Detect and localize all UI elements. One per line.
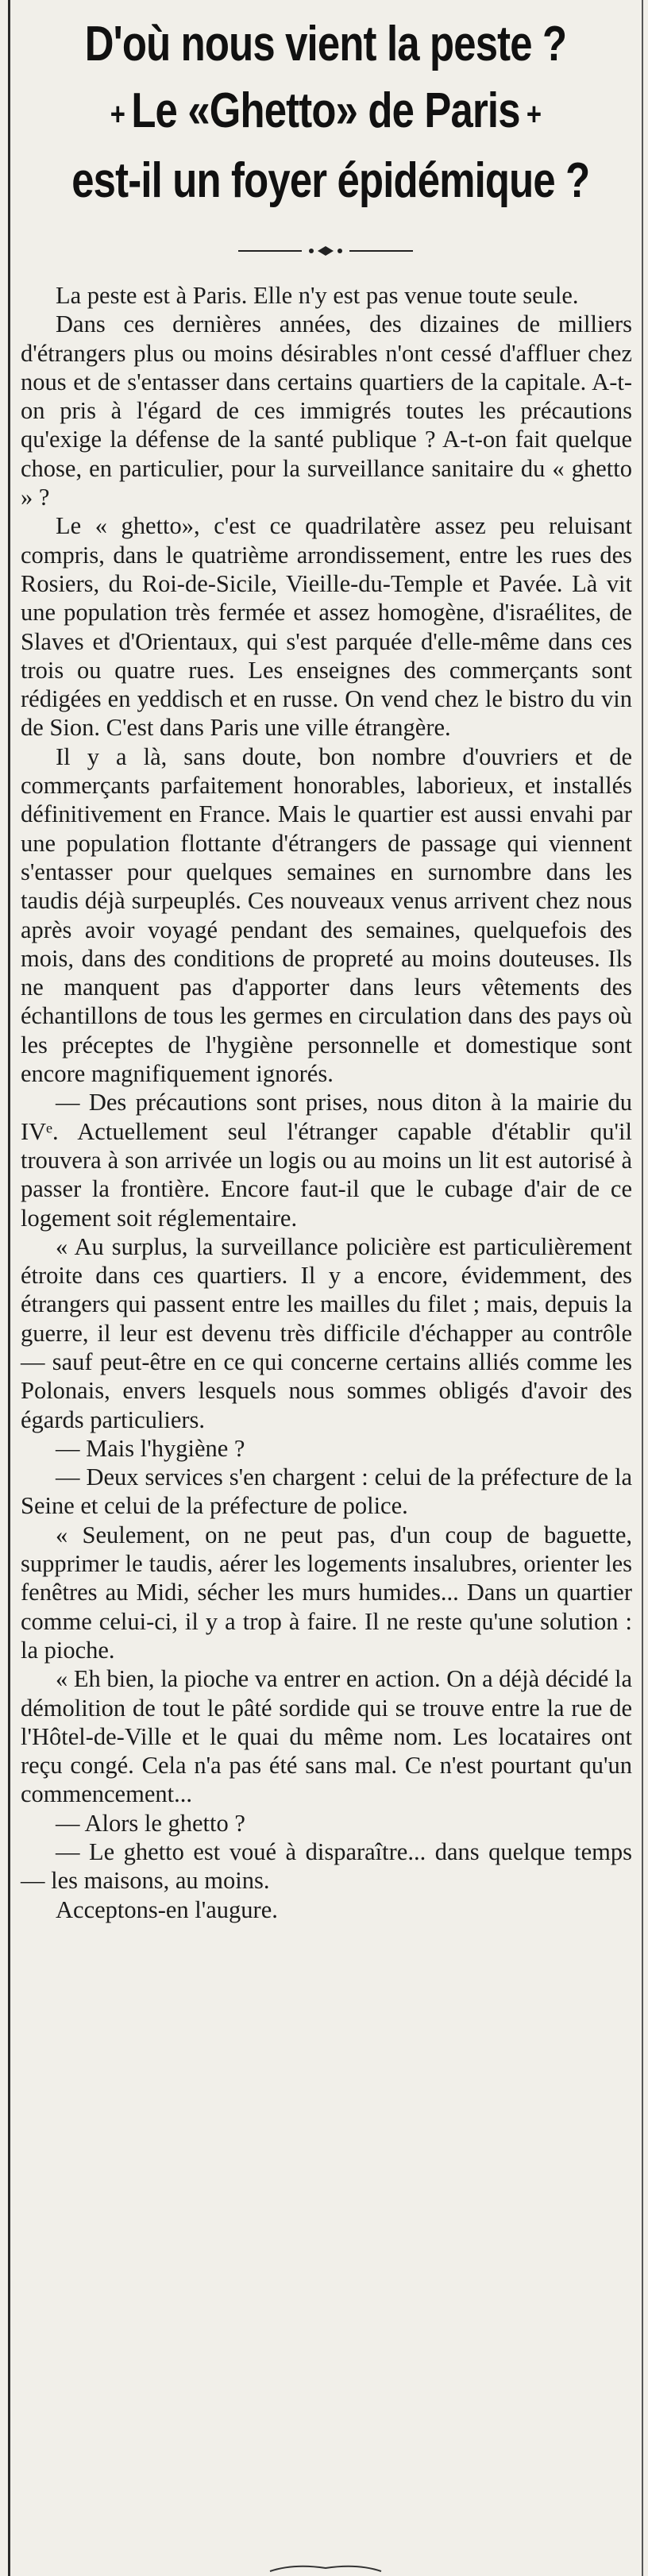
column-rule-left (8, 0, 10, 2576)
paragraph: La peste est à Paris. Elle n'y est pas venue toute seule. (56, 282, 579, 309)
paragraph: Acceptons-en l'augure. (56, 1895, 278, 1923)
paragraph: — Mais l'hygiène ? (56, 1434, 245, 1462)
paragraph: « Seulement, on ne peut pas, d'un coup de baguette, supprimer le taudis, aérer les logements insalubres, orienter les fenêtres au Midi, sécher les murs humides... Dans un quartier comme celui-ci, il y a trop à faire. Il ne reste qu'une solution : la pioche. (21, 1521, 632, 1664)
headline-line-3: est-il un foyer épidémique ? (71, 152, 590, 208)
paragraph: Il y a là, sans doute, bon nombre d'ouvriers et de commerçants parfaitement honorables, laborieux, et installés définitivement en France. Mais le quartier est aussi envahi par une population flottante d'étrangers de passage qui viennent s'entasser pour quelques semaines en surnombre dans les taudis déjà surpeuplés. Ces nouveaux venus arrivent chez nous après avoir voyagé pendant des semaines, quelquefois des mois, dans des conditions de propreté au moins douteuses. Ils ne manquent pas d'apporter dans leurs vêtements des échantillons de tous les germes en circulation dans des pays où les préceptes de l'hygiène personnelle et domestique sont encore magnifiquement ignorés. (21, 742, 632, 1088)
paragraph: « Eh bien, la pioche va entrer en action. On a déjà décidé la démolition de tout le pâté sordide qui se trouve entre la rue de l'Hôtel-de-Ville et le quai du même nom. Les locataires ont reçu congé. Cela n'a pas été sans mal. Ce n'est pourtant qu'un commencement... (21, 1665, 632, 1808)
headline-line-2 (71, 78, 580, 148)
article-body (21, 281, 632, 1924)
headline-line-1: D'où nous vient la peste ? (84, 17, 567, 71)
paragraph: — Des précautions sont prises, nous diton à la mairie du IVᵉ. Actuellement seul l'étranger capable d'établir qu'il trouvera à son arrivée un logis ou au moins un lit est autorisé à passer la frontière. Encore faut-il que le cubage d'air de ce logement soit réglementaire. (21, 1089, 632, 1232)
column-rule-right (642, 0, 643, 2576)
headline-line-2-text: Le «Ghetto» de Paris (131, 83, 520, 138)
cross-ornament-icon: + (526, 96, 542, 132)
footer-ornament-icon (238, 2562, 413, 2574)
paragraph: — Alors le ghetto ? (56, 1809, 245, 1837)
paragraph: — Deux services s'en chargent : celui de la préfecture de la Seine et celui de la préfecture de police. (21, 1463, 632, 1520)
divider-ornament-icon (238, 243, 413, 259)
paragraph: Dans ces dernières années, des dizaines de milliers d'étrangers plus ou moins désirables n'ont cessé d'affluer chez nous et de s'entasser dans certains quartiers de la capitale. A-t-on pris à l'égard de ces immigrés toutes les précautions qu'exige la défense de la santé publique ? A-t-on fait quelque chose, en particulier, pour la surveillance sanitaire du « ghetto » ? (21, 310, 632, 511)
cross-ornament-icon: + (110, 96, 125, 132)
paragraph: « Au surplus, la surveillance policière est particulièrement étroite dans ces quartiers. Il y a encore, évidemment, des étrangers qui passent entre les mailles du filet ; mais, depuis la guerre, il leur est devenu très difficile d'échapper au contrôle — sauf peut-être en ce qui concerne certains alliés comme les Polonais, envers lesquels nous sommes obligés d'avoir des égards particuliers. (21, 1232, 632, 1433)
paragraph: Le « ghetto», c'est ce quadrilatère assez peu reluisant compris, dans le quatrième arrondissement, entre les rues des Rosiers, du Roi-de-Sicile, Vieille-du-Temple et Pavée. Là vit une population très fermée et assez homogène, d'israélites, de Slaves et d'Orientaux, qui s'est parquée d'elle-même dans ces trois ou quatre rues. Les enseignes des commerçants sont rédigées en yeddisch et en russe. On vend chez le bistro du vin de Sion. C'est dans Paris une ville étrangère. (21, 512, 632, 742)
paragraph: — Le ghetto est voué à disparaître... dans quelque temps — les maisons, au moins. (21, 1838, 632, 1895)
headline (16, 11, 635, 214)
